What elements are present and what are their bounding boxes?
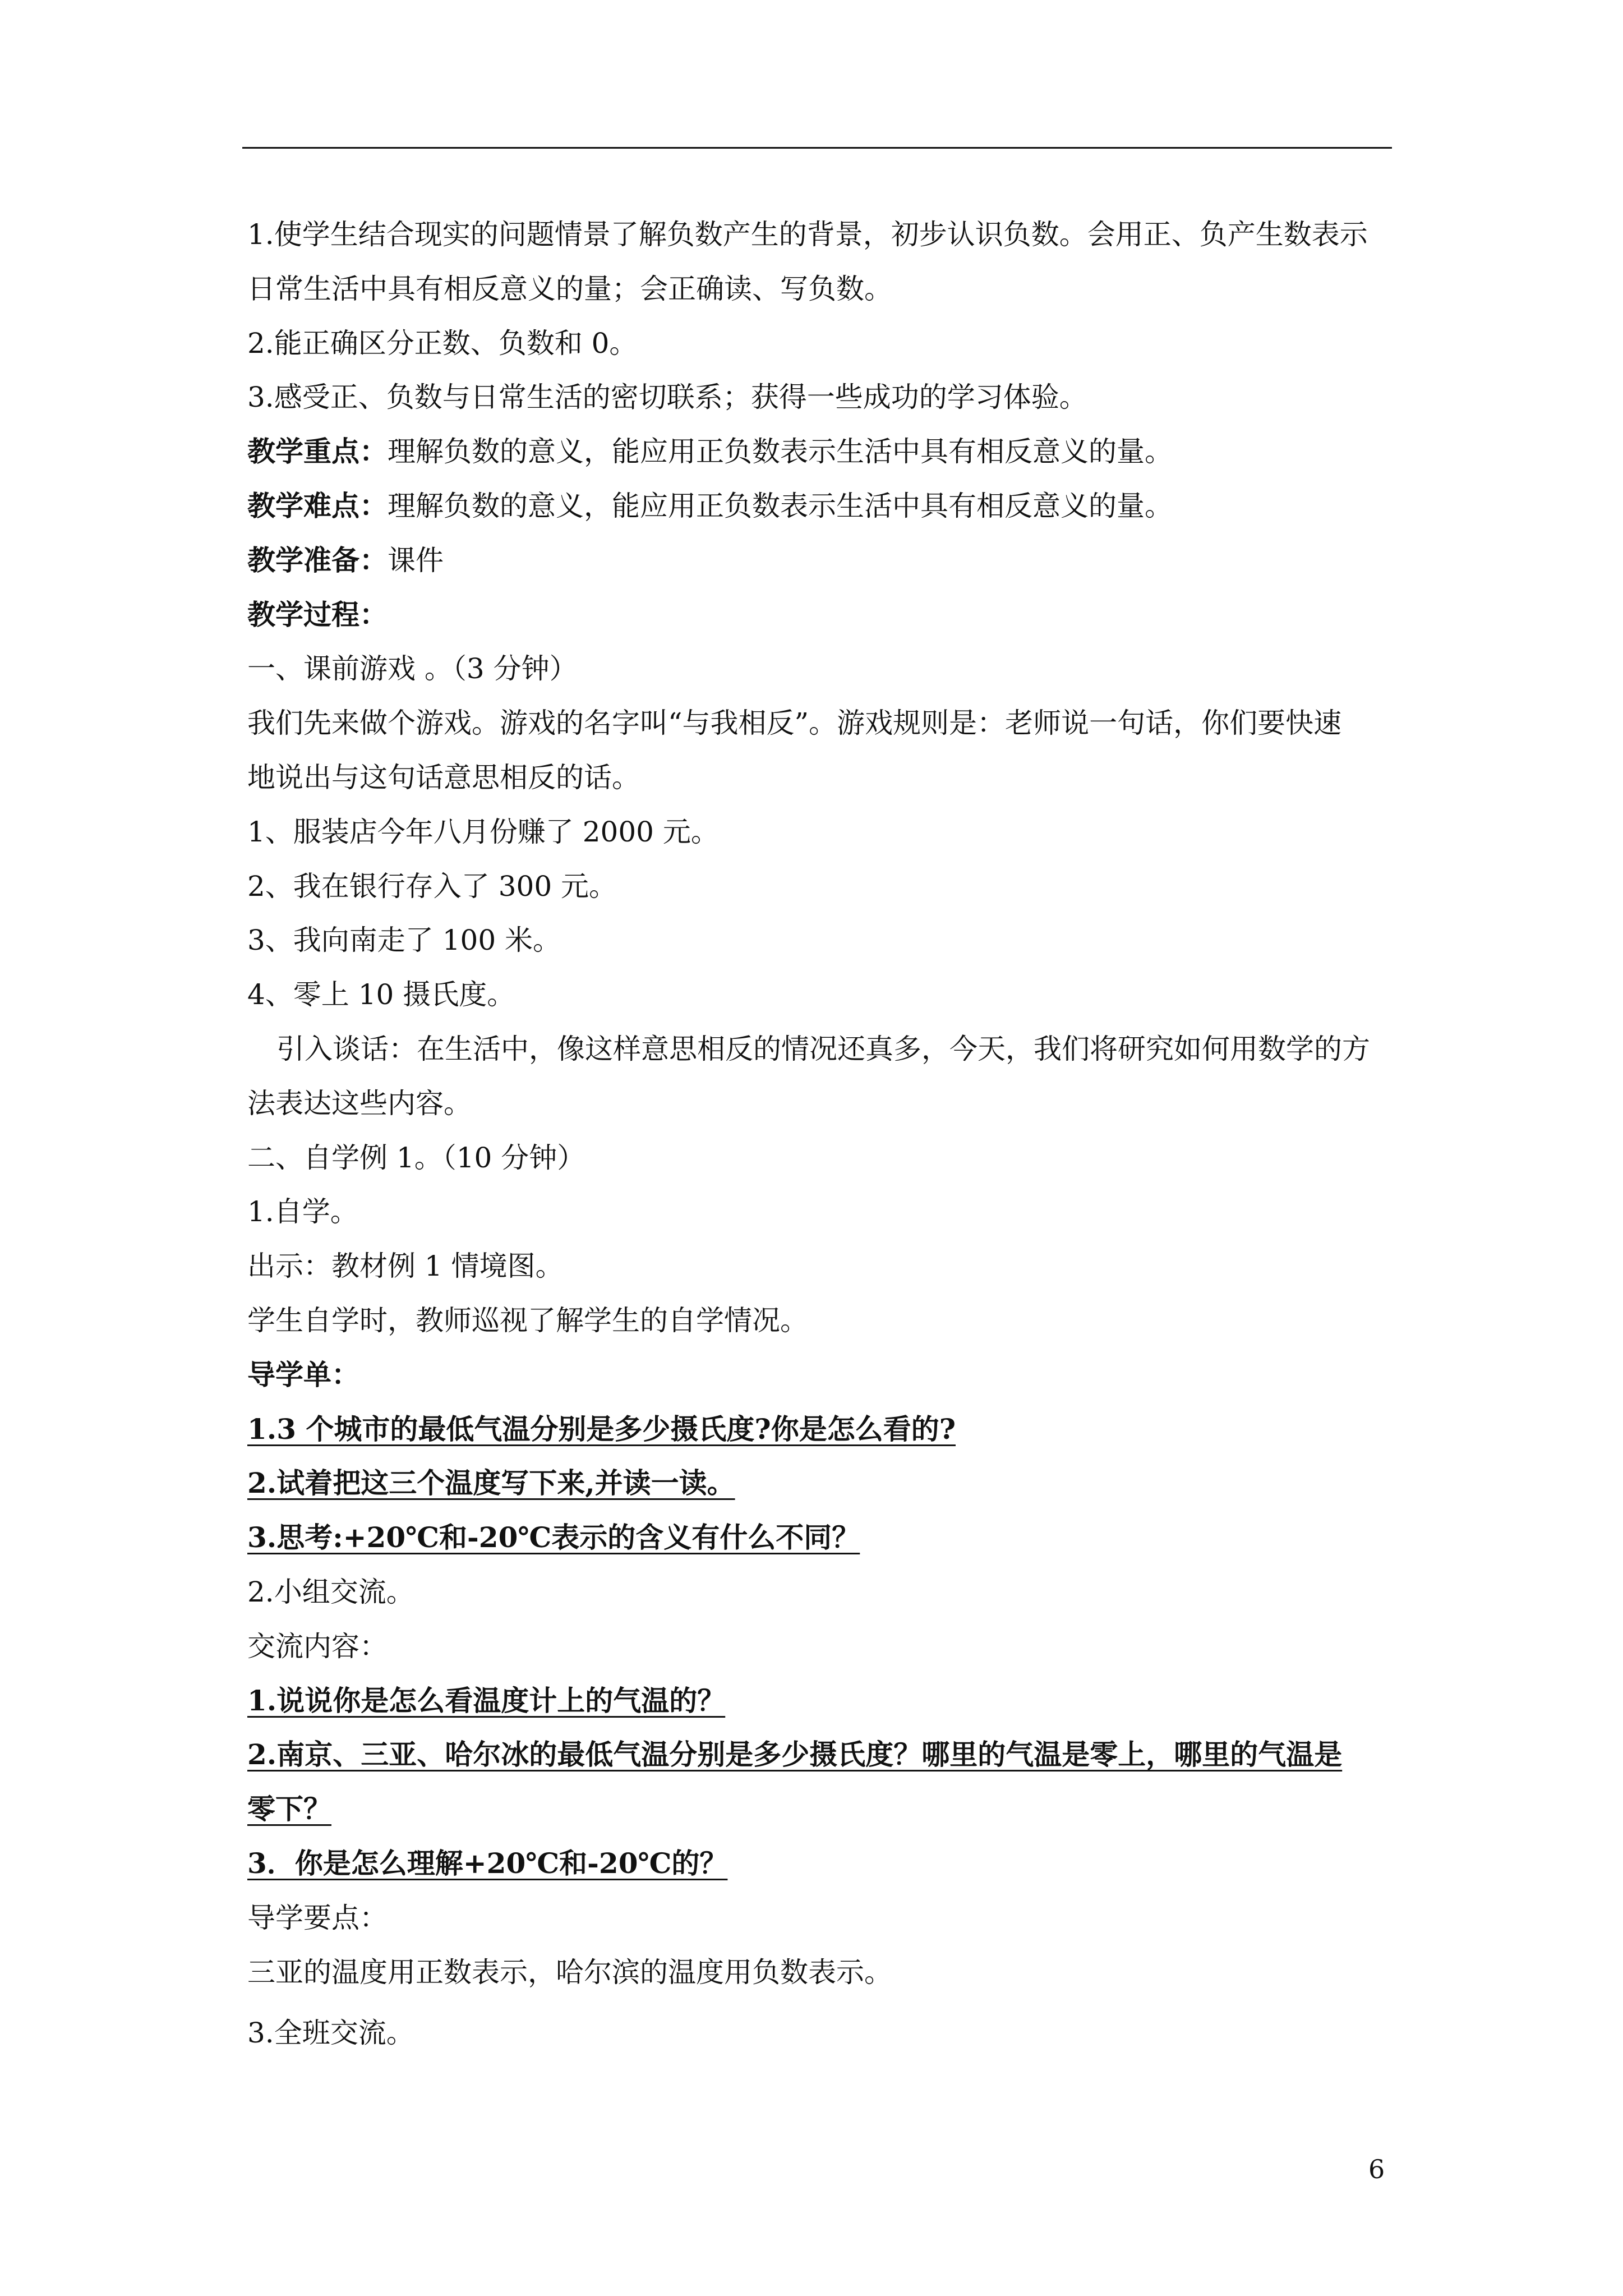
objective-line: 日常生活中具有相反意义的量；会正确读、写负数。 — [247, 272, 892, 305]
self-study-step: 1.自学。 — [247, 1195, 358, 1228]
exchange-item-text: 2.南京、三亚、哈尔冰的最低气温分别是多少摄氏度？哪里的气温是零上，哪里的气温是 — [247, 1738, 1343, 1772]
exchange-item-text: 1.说说你是怎么看温度计上的气温的？ — [247, 1683, 726, 1717]
class-exchange-step: 3.全班交流。 — [247, 2017, 414, 2050]
points-text: 三亚的温度用正数表示，哈尔滨的温度用负数表示。 — [247, 1955, 892, 1989]
game-item: 4、零上 10 摄氏度。 — [247, 978, 515, 1011]
exchange-label: 交流内容： — [247, 1630, 388, 1663]
key-point — [247, 425, 1394, 479]
page-number: 6 — [1368, 2154, 1385, 2184]
guide-item-text: 2.试着把这三个温度写下来,并读一读。 — [247, 1466, 735, 1500]
exchange-item-text: 零下？ — [247, 1792, 331, 1826]
preparation-label: 教学准备： — [247, 543, 388, 577]
guide-item-text: 3.思考:+20℃和-20℃表示的含义有什么不同？ — [247, 1521, 860, 1554]
exchange-item — [247, 1728, 1394, 1782]
difficulty — [247, 479, 1394, 533]
header-rule — [242, 147, 1392, 149]
spacer — [247, 1999, 1394, 2006]
show-material: 出示：教材例 1 情境图。 — [247, 1250, 564, 1283]
teacher-note: 学生自学时，教师巡视了解学生的自学情况。 — [247, 1304, 808, 1337]
key-point-label: 教学重点： — [247, 435, 388, 468]
lead-in-text: 引入谈话：在生活中，像这样意思相反的情况还真多，今天，我们将研究如何用数学的方 — [276, 1032, 1370, 1065]
exchange-item — [247, 1674, 1394, 1728]
objective-line: 3.感受正、负数与日常生活的密切联系；获得一些成功的学习体验。 — [247, 381, 1087, 414]
guide-item — [247, 1402, 1394, 1457]
objective-line: 2.能正确区分正数、负数和 0。 — [247, 326, 638, 360]
difficulty-label: 教学难点： — [247, 489, 388, 522]
lead-in-text: 法表达这些内容。 — [247, 1087, 472, 1120]
section1-heading: 一、课前游戏 。（3 分钟） — [247, 652, 578, 685]
game-item: 1、服装店今年八月份赚了 2000 元。 — [247, 815, 719, 848]
exchange-item-text: 3．你是怎么理解+20℃和-20℃的？ — [247, 1846, 728, 1880]
difficulty-text: 理解负数的意义，能应用正负数表示生活中具有相反意义的量。 — [388, 489, 1173, 522]
guide-label: 导学单： — [247, 1358, 359, 1391]
page-content — [247, 208, 1394, 2060]
game-item: 2、我在银行存入了 300 元。 — [247, 869, 617, 903]
points-label: 导学要点： — [247, 1901, 388, 1934]
guide-item — [247, 1511, 1394, 1565]
guide-item-text: 1.3 个城市的最低气温分别是多少摄氏度?你是怎么看的? — [247, 1412, 956, 1446]
preparation — [247, 533, 1394, 588]
game-item: 3、我向南走了 100 米。 — [247, 924, 561, 957]
group-step: 2.小组交流。 — [247, 1575, 414, 1608]
section1-intro: 地说出与这句话意思相反的话。 — [247, 761, 640, 794]
preparation-text: 课件 — [388, 544, 444, 577]
exchange-item — [247, 1837, 1394, 1891]
exchange-item — [247, 1782, 1394, 1837]
process-label: 教学过程： — [247, 597, 388, 631]
section2-heading: 二、自学例 1。（10 分钟） — [247, 1141, 585, 1174]
section1-intro: 我们先来做个游戏。游戏的名字叫“与我相反”。游戏规则是：老师说一句话，你们要快速 — [247, 707, 1342, 740]
guide-item — [247, 1456, 1394, 1511]
objective-line: 1.使学生结合现实的问题情景了解负数产生的背景，初步认识负数。会用正、负产生数表示 — [247, 218, 1368, 251]
key-point-text: 理解负数的意义，能应用正负数表示生活中具有相反意义的量。 — [388, 435, 1173, 468]
